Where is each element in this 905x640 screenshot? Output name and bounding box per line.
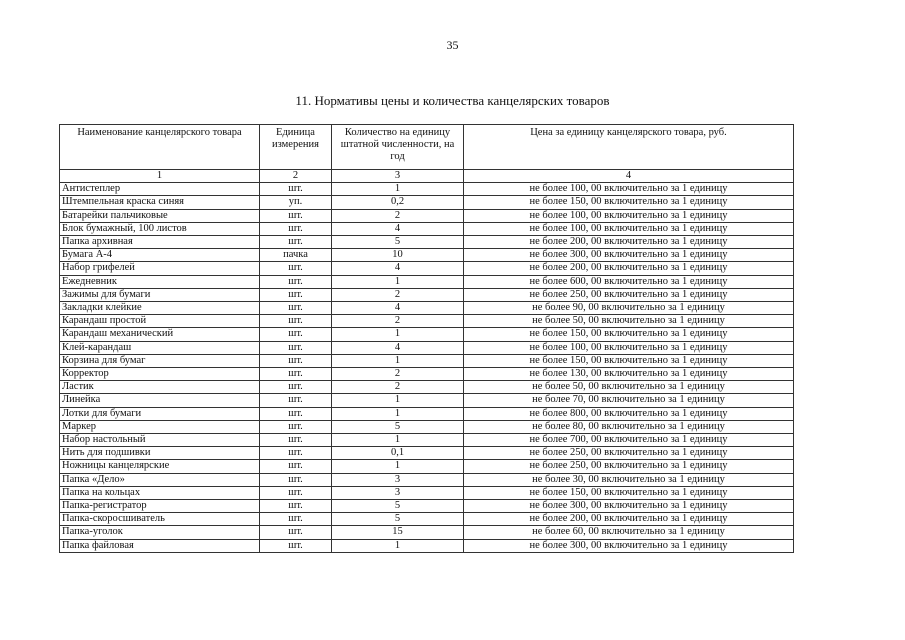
quantity-cell: 3: [332, 473, 464, 486]
item-name-cell: Антистеплер: [60, 183, 260, 196]
table-row: [60, 288, 794, 301]
item-name-cell: Набор грифелей: [60, 262, 260, 275]
item-name-cell: Ежедневник: [60, 275, 260, 288]
quantity-cell: 0,2: [332, 196, 464, 209]
quantity-cell: 0,1: [332, 447, 464, 460]
document-title: 11. Нормативы цены и количества канцелярских товаров: [295, 93, 610, 108]
item-name-cell: Нить для подшивки: [60, 447, 260, 460]
price-cell: не более 600, 00 включительно за 1 единицу: [464, 275, 794, 288]
unit-cell: шт.: [260, 328, 332, 341]
unit-cell: шт.: [260, 354, 332, 367]
quantity-cell: 2: [332, 209, 464, 222]
stationery-norms-table: [59, 124, 794, 553]
column-number: 2: [260, 170, 332, 183]
table-row: [60, 473, 794, 486]
price-cell: не более 200, 00 включительно за 1 единицу: [464, 513, 794, 526]
unit-cell: шт.: [260, 341, 332, 354]
unit-cell: шт.: [260, 539, 332, 552]
item-name-cell: Набор настольный: [60, 434, 260, 447]
unit-cell: шт.: [260, 460, 332, 473]
quantity-cell: 2: [332, 288, 464, 301]
item-name-cell: Ножницы канцелярские: [60, 460, 260, 473]
unit-cell: шт.: [260, 420, 332, 433]
quantity-cell: 5: [332, 420, 464, 433]
table-row: [60, 460, 794, 473]
quantity-cell: 1: [332, 407, 464, 420]
unit-cell: шт.: [260, 368, 332, 381]
unit-cell: шт.: [260, 407, 332, 420]
price-cell: не более 250, 00 включительно за 1 единицу: [464, 447, 794, 460]
unit-cell: шт.: [260, 434, 332, 447]
table-row: [60, 394, 794, 407]
table-header-row: [60, 125, 794, 170]
quantity-cell: 4: [332, 302, 464, 315]
unit-cell: шт.: [260, 222, 332, 235]
table-row: [60, 275, 794, 288]
header-item-name: Наименование канцелярского товара: [60, 125, 260, 170]
table-row: [60, 341, 794, 354]
price-cell: не более 300, 00 включительно за 1 единицу: [464, 539, 794, 552]
item-name-cell: Закладки клейкие: [60, 302, 260, 315]
item-name-cell: Ластик: [60, 381, 260, 394]
unit-cell: шт.: [260, 302, 332, 315]
unit-cell: шт.: [260, 275, 332, 288]
table-row: [60, 236, 794, 249]
page-number: 35: [446, 38, 459, 52]
unit-cell: шт.: [260, 183, 332, 196]
item-name-cell: Папка файловая: [60, 539, 260, 552]
table-row: [60, 381, 794, 394]
table-row: [60, 328, 794, 341]
price-cell: не более 130, 00 включительно за 1 единицу: [464, 368, 794, 381]
price-cell: не более 50, 00 включительно за 1 единицу: [464, 315, 794, 328]
quantity-cell: 1: [332, 394, 464, 407]
table-row: [60, 183, 794, 196]
quantity-cell: 5: [332, 500, 464, 513]
quantity-cell: 2: [332, 368, 464, 381]
price-cell: не более 250, 00 включительно за 1 единицу: [464, 288, 794, 301]
quantity-cell: 5: [332, 236, 464, 249]
quantity-cell: 1: [332, 539, 464, 552]
quantity-cell: 3: [332, 486, 464, 499]
item-name-cell: Папка на кольцах: [60, 486, 260, 499]
table-row: [60, 513, 794, 526]
item-name-cell: Лотки для бумаги: [60, 407, 260, 420]
unit-cell: шт.: [260, 394, 332, 407]
unit-cell: шт.: [260, 486, 332, 499]
item-name-cell: Папка-регистратор: [60, 500, 260, 513]
price-cell: не более 250, 00 включительно за 1 единицу: [464, 460, 794, 473]
quantity-cell: 2: [332, 381, 464, 394]
quantity-cell: 5: [332, 513, 464, 526]
quantity-cell: 1: [332, 460, 464, 473]
item-name-cell: Батарейки пальчиковые: [60, 209, 260, 222]
price-cell: не более 700, 00 включительно за 1 единицу: [464, 434, 794, 447]
quantity-cell: 15: [332, 526, 464, 539]
price-cell: не более 200, 00 включительно за 1 единицу: [464, 262, 794, 275]
quantity-cell: 1: [332, 275, 464, 288]
quantity-cell: 1: [332, 354, 464, 367]
item-name-cell: Линейка: [60, 394, 260, 407]
unit-cell: шт.: [260, 288, 332, 301]
price-cell: не более 150, 00 включительно за 1 единицу: [464, 486, 794, 499]
unit-cell: шт.: [260, 209, 332, 222]
item-name-cell: Блок бумажный, 100 листов: [60, 222, 260, 235]
table-row: [60, 526, 794, 539]
unit-cell: шт.: [260, 236, 332, 249]
quantity-cell: 4: [332, 222, 464, 235]
item-name-cell: Папка-уголок: [60, 526, 260, 539]
item-name-cell: Папка архивная: [60, 236, 260, 249]
column-numbers-row: [60, 170, 794, 183]
item-name-cell: Папка-скоросшиватель: [60, 513, 260, 526]
unit-cell: шт.: [260, 500, 332, 513]
price-cell: не более 300, 00 включительно за 1 единицу: [464, 249, 794, 262]
price-cell: не более 80, 00 включительно за 1 единицу: [464, 420, 794, 433]
quantity-cell: 4: [332, 262, 464, 275]
quantity-cell: 4: [332, 341, 464, 354]
price-cell: не более 150, 00 включительно за 1 единицу: [464, 328, 794, 341]
table-row: [60, 447, 794, 460]
price-cell: не более 50, 00 включительно за 1 единицу: [464, 381, 794, 394]
quantity-cell: 2: [332, 315, 464, 328]
item-name-cell: Штемпельная краска синяя: [60, 196, 260, 209]
price-cell: не более 90, 00 включительно за 1 единицу: [464, 302, 794, 315]
column-number: 4: [464, 170, 794, 183]
table-row: [60, 209, 794, 222]
item-name-cell: Корректор: [60, 368, 260, 381]
column-number: 1: [60, 170, 260, 183]
table-row: [60, 222, 794, 235]
table-row: [60, 302, 794, 315]
unit-cell: шт.: [260, 526, 332, 539]
table-row: [60, 500, 794, 513]
unit-cell: шт.: [260, 381, 332, 394]
table-row: [60, 486, 794, 499]
price-cell: не более 800, 00 включительно за 1 единицу: [464, 407, 794, 420]
table-row: [60, 407, 794, 420]
item-name-cell: Маркер: [60, 420, 260, 433]
price-cell: не более 100, 00 включительно за 1 единицу: [464, 209, 794, 222]
quantity-cell: 1: [332, 328, 464, 341]
column-number: 3: [332, 170, 464, 183]
quantity-cell: 1: [332, 434, 464, 447]
quantity-cell: 10: [332, 249, 464, 262]
price-cell: не более 100, 00 включительно за 1 единицу: [464, 183, 794, 196]
header-quantity: Количество на единицу штатной численности, на год: [332, 125, 464, 170]
header-price: Цена за единицу канцелярского товара, руб.: [464, 125, 794, 170]
table-row: [60, 249, 794, 262]
price-cell: не более 300, 00 включительно за 1 единицу: [464, 500, 794, 513]
item-name-cell: Клей-карандаш: [60, 341, 260, 354]
unit-cell: шт.: [260, 315, 332, 328]
item-name-cell: Корзина для бумаг: [60, 354, 260, 367]
table-row: [60, 539, 794, 552]
unit-cell: уп.: [260, 196, 332, 209]
price-cell: не более 30, 00 включительно за 1 единицу: [464, 473, 794, 486]
table-row: [60, 434, 794, 447]
price-cell: не более 150, 00 включительно за 1 единицу: [464, 354, 794, 367]
unit-cell: шт.: [260, 262, 332, 275]
table-row: [60, 315, 794, 328]
unit-cell: шт.: [260, 513, 332, 526]
item-name-cell: Зажимы для бумаги: [60, 288, 260, 301]
table-row: [60, 196, 794, 209]
item-name-cell: Бумага А-4: [60, 249, 260, 262]
item-name-cell: Карандаш простой: [60, 315, 260, 328]
header-unit: Единица измерения: [260, 125, 332, 170]
unit-cell: шт.: [260, 447, 332, 460]
unit-cell: шт.: [260, 473, 332, 486]
price-cell: не более 60, 00 включительно за 1 единицу: [464, 526, 794, 539]
table-row: [60, 354, 794, 367]
quantity-cell: 1: [332, 183, 464, 196]
unit-cell: пачка: [260, 249, 332, 262]
price-cell: не более 70, 00 включительно за 1 единицу: [464, 394, 794, 407]
price-cell: не более 100, 00 включительно за 1 единицу: [464, 222, 794, 235]
price-cell: не более 200, 00 включительно за 1 единицу: [464, 236, 794, 249]
item-name-cell: Карандаш механический: [60, 328, 260, 341]
price-cell: не более 150, 00 включительно за 1 единицу: [464, 196, 794, 209]
table-row: [60, 420, 794, 433]
price-cell: не более 100, 00 включительно за 1 единицу: [464, 341, 794, 354]
table-row: [60, 368, 794, 381]
table-row: [60, 262, 794, 275]
item-name-cell: Папка «Дело»: [60, 473, 260, 486]
